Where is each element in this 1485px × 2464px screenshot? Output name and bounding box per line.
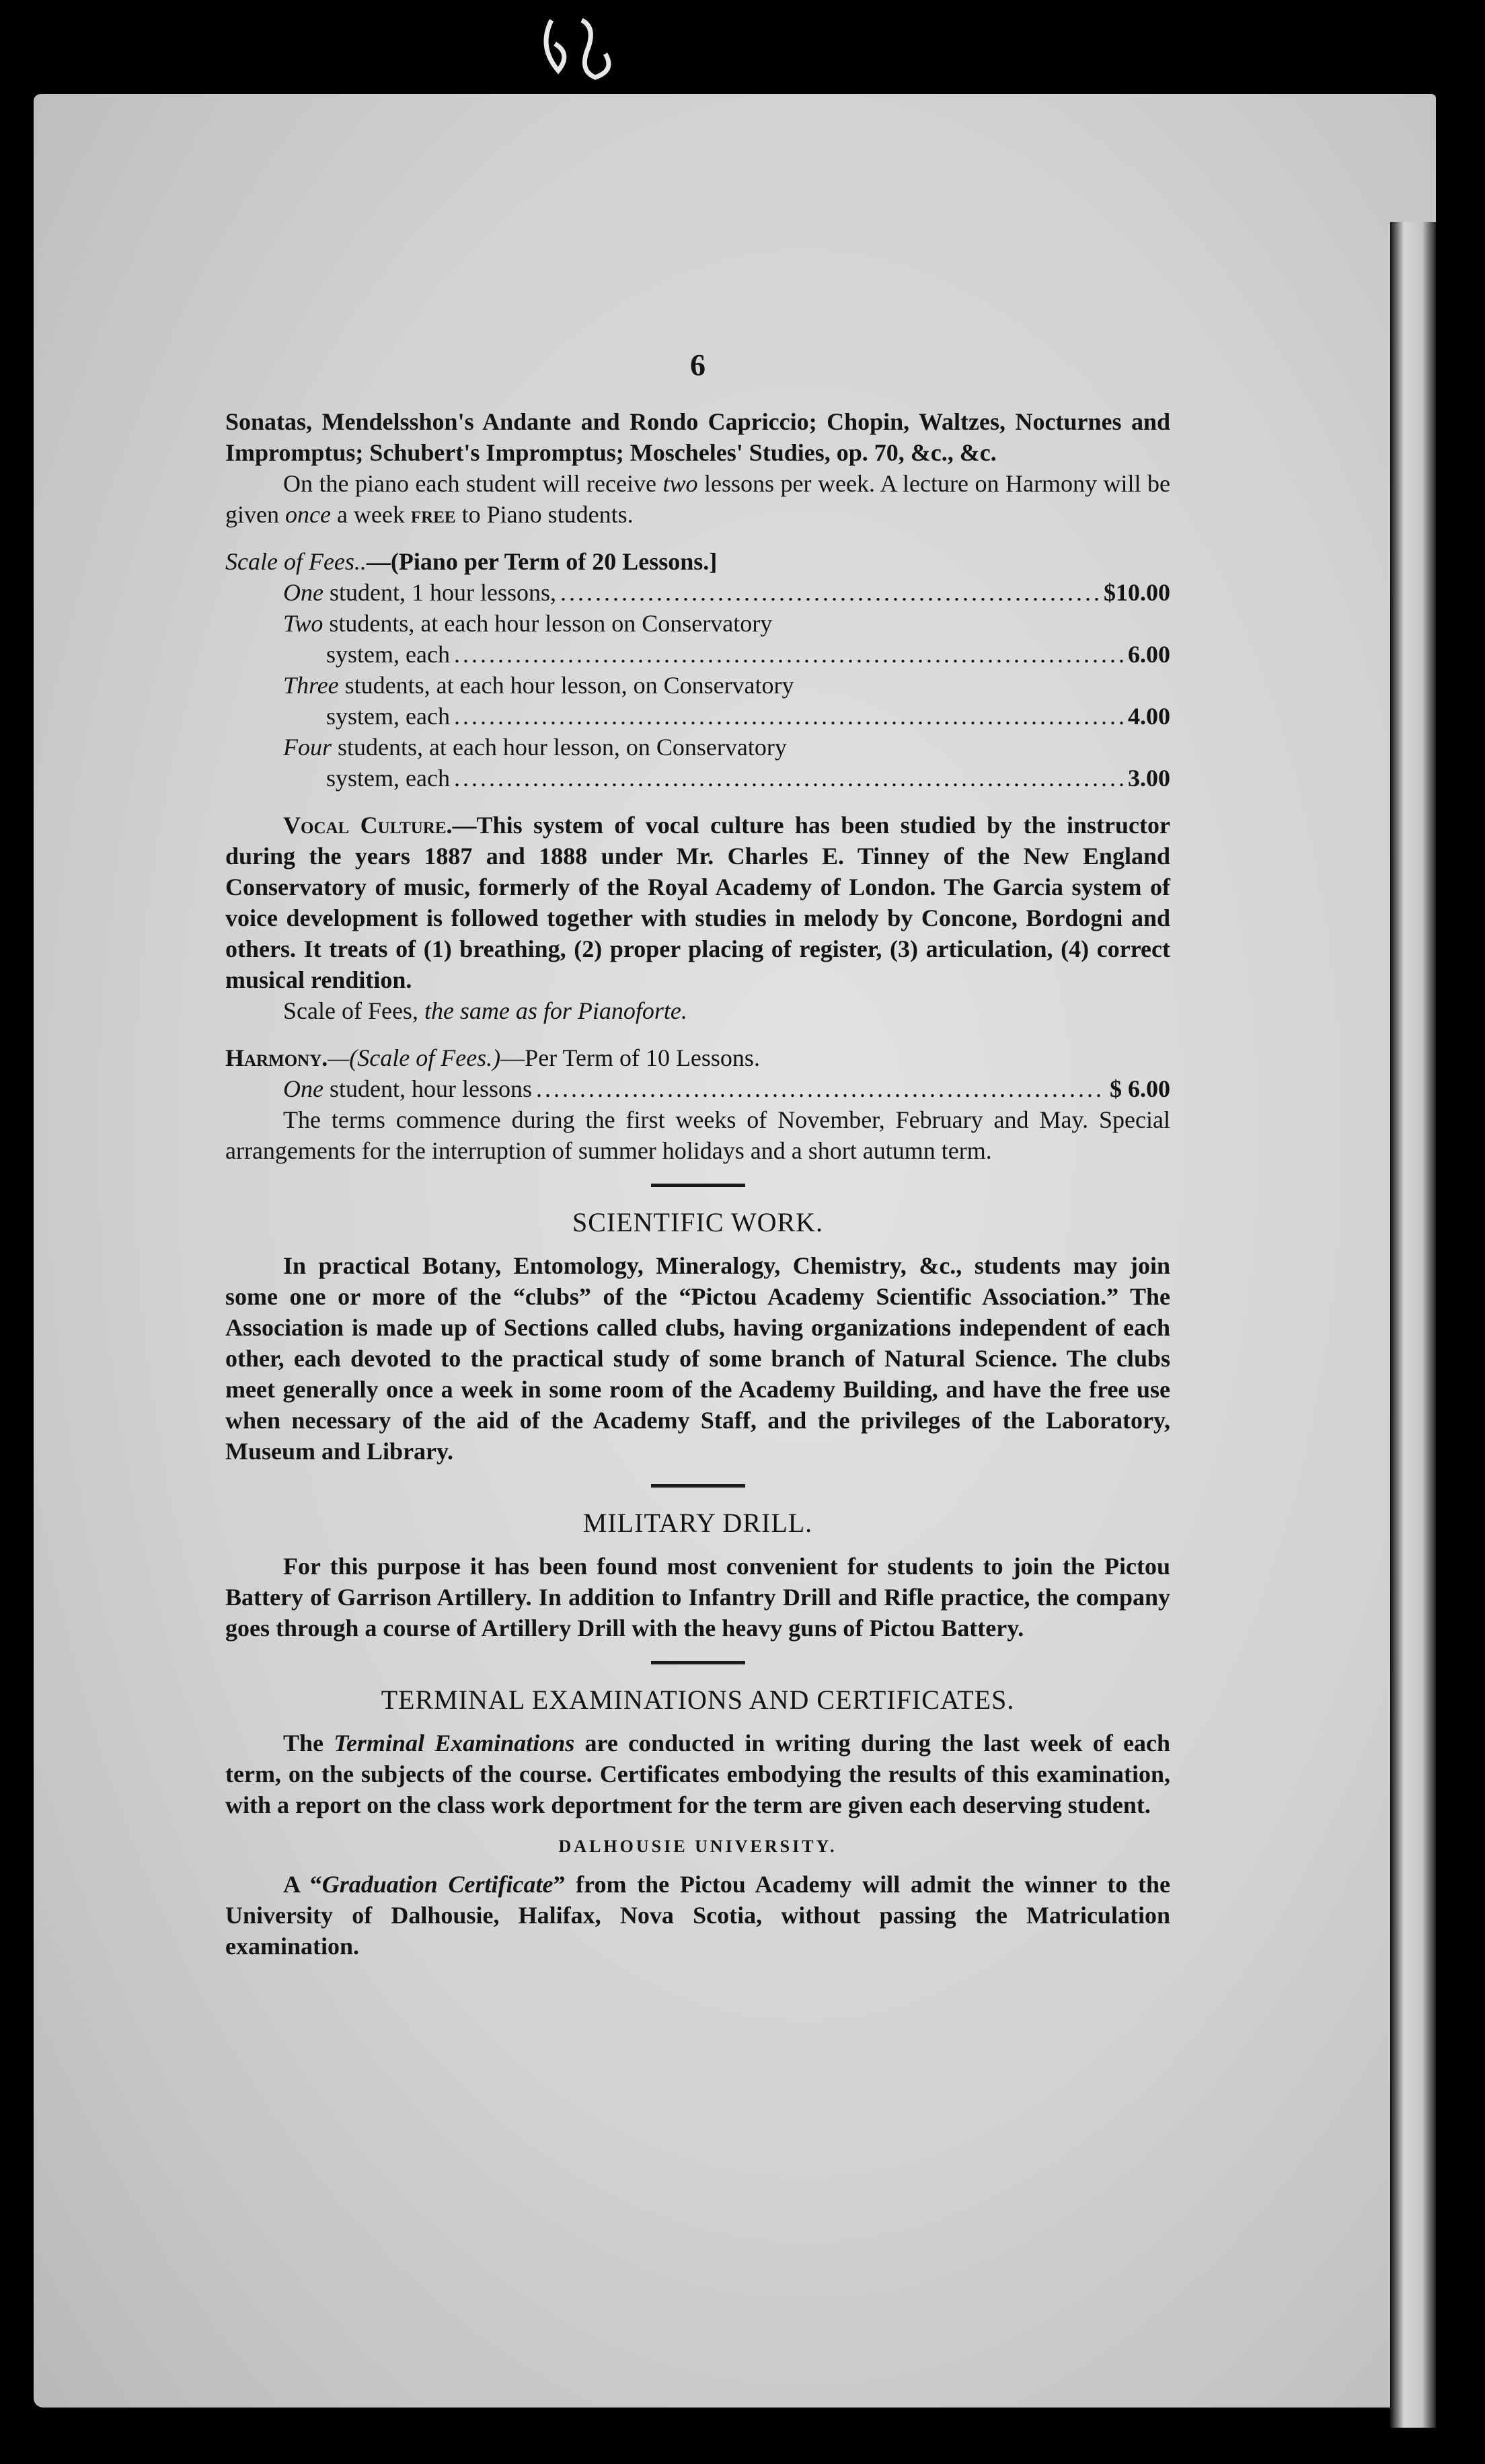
fee-row-desc: student, hour lessons bbox=[323, 1075, 532, 1102]
section-divider bbox=[651, 1484, 745, 1488]
scientific-work-paragraph: In practical Botany, Entomology, Mineralogy, Chemistry, &c., students may join some one or more of the “clubs” of the “Pictou Academy Scientific Association.” The Association is made up of Sections called clubs, having organizations independent of each other, each devoted to the practical study of some branch of Natural Science. The clubs meet generally once a week in some room of the Academy Building, and have the free use when necessary of the aid of the Academy Staff, and the privileges of the Laboratory, Museum and Library. bbox=[225, 1252, 1170, 1465]
fee-row-lead: One bbox=[283, 1075, 323, 1102]
dalhousie-text: ” from the Pictou Academy will admit the winner to the University of Dalhousie, Halifax, Nova Scotia, without passing the Matriculation examination. bbox=[225, 1871, 1170, 1960]
harmony-label: Harmony. bbox=[225, 1044, 328, 1071]
fee-row bbox=[225, 701, 1170, 732]
fee-row-lead: One bbox=[283, 579, 323, 606]
terminal-exams-paragraph bbox=[225, 1728, 1170, 1820]
fee-row-amount: $10.00 bbox=[1104, 579, 1170, 606]
fee-row bbox=[225, 763, 1170, 794]
page-number: 6 bbox=[690, 348, 706, 382]
dalhousie-text: A “ bbox=[283, 1871, 322, 1898]
terminal-exams-heading: TERMINAL EXAMINATIONS AND CERTIFICATES. bbox=[381, 1685, 1015, 1715]
fee-row bbox=[225, 732, 1170, 763]
dot-leader bbox=[454, 763, 1124, 794]
terms-paragraph: The terms commence during the first weeks of November, February and May. Special arrangements for the interruption of summer holidays and a short autumn term. bbox=[225, 1106, 1170, 1164]
piano-lessons-text: lessons per week. A lecture on Harmony will be given bbox=[225, 470, 1170, 528]
fee-row bbox=[225, 608, 1170, 639]
fee-row bbox=[225, 577, 1170, 608]
military-drill-paragraph: For this purpose it has been found most convenient for students to join the Pictou Battery of Garrison Artillery. In addition to Infantry Drill and Rifle practice, the company goes through a course of Artillery Drill with the heavy guns of Pictou Battery. bbox=[225, 1553, 1170, 1642]
military-drill-heading: MILITARY DRILL. bbox=[582, 1508, 813, 1538]
dot-leader bbox=[454, 639, 1124, 670]
fee-row-desc: students, at each hour lesson, on Conservatory bbox=[332, 734, 787, 761]
terminal-exams-italic: Terminal Examinations bbox=[334, 1730, 575, 1757]
piano-lessons-free: free bbox=[410, 501, 456, 528]
harmony-fee-row bbox=[225, 1073, 1170, 1104]
harmony-heading bbox=[225, 1042, 1170, 1073]
dalhousie-italic: Graduation Certificate bbox=[321, 1871, 554, 1898]
fee-row-desc: system, each bbox=[326, 703, 450, 730]
fee-row-lead: Two bbox=[283, 610, 323, 637]
dot-leader bbox=[536, 1073, 1106, 1104]
handwritten-mark bbox=[531, 7, 625, 87]
terminal-exams-text: The bbox=[283, 1730, 334, 1757]
fee-row-desc: students, at each hour lesson on Conservatory bbox=[323, 610, 773, 637]
fees-heading-rest: —(Piano per Term of 20 Lessons.] bbox=[366, 548, 718, 575]
page-content bbox=[225, 350, 1170, 1962]
scientific-work-heading: SCIENTIFIC WORK. bbox=[572, 1207, 824, 1237]
piano-lessons-text: On the piano each student will receive bbox=[283, 470, 663, 497]
fee-row-amount: 3.00 bbox=[1128, 765, 1170, 792]
fee-row-desc: student, 1 hour lessons, bbox=[323, 579, 556, 606]
vocal-culture-label: Vocal Culture. bbox=[283, 812, 453, 839]
music-continuation: Sonatas, Mendelsshon's Andante and Rondo Capriccio; Chopin, Waltzes, Nocturnes and Impromptus; Schubert's Impromptus; Moscheles' Studies, op. 70, &c., &c. bbox=[225, 408, 1170, 466]
piano-lessons-emphasis: two bbox=[662, 470, 698, 497]
dalhousie-heading: DALHOUSIE UNIVERSITY. bbox=[558, 1837, 837, 1856]
vocal-fees-text: Scale of Fees, bbox=[283, 997, 424, 1024]
vocal-fees-italic: the same as for Pianoforte. bbox=[424, 997, 687, 1024]
piano-fee-table bbox=[225, 577, 1170, 794]
vocal-culture-paragraph bbox=[225, 810, 1170, 995]
fee-row-desc: students, at each hour lesson, on Conservatory bbox=[338, 672, 794, 699]
piano-lessons-paragraph bbox=[225, 468, 1170, 530]
dalhousie-paragraph bbox=[225, 1869, 1170, 1962]
fee-row-desc: system, each bbox=[326, 641, 450, 668]
section-divider bbox=[651, 1661, 745, 1664]
fee-row-desc: system, each bbox=[326, 765, 450, 792]
fee-row-lead: Three bbox=[283, 672, 339, 699]
fee-row-amount: 6.00 bbox=[1128, 641, 1170, 668]
dot-leader bbox=[454, 701, 1124, 732]
piano-lessons-text: to Piano students. bbox=[455, 501, 634, 528]
harmony-scale: —(Scale of Fees.) bbox=[328, 1044, 501, 1071]
section-divider bbox=[651, 1184, 745, 1187]
fee-row-amount: $ 6.00 bbox=[1110, 1075, 1170, 1102]
fee-row bbox=[225, 670, 1170, 701]
harmony-term: —Per Term of 10 Lessons. bbox=[500, 1044, 760, 1071]
vocal-culture-text: —This system of vocal culture has been studied by the instructor during the years 1887 and 1888 under Mr. Charles E. Tinney of the New England Conservatory of music, formerly of the Royal Academy of London. The Garcia system of voice development is followed together with studies in melody by Concone, Bordogni and others. It treats of (1) breathing, (2) proper placing of register, (3) articulation, (4) correct musical rendition. bbox=[225, 812, 1170, 993]
fee-row bbox=[225, 639, 1170, 670]
vocal-fees-line bbox=[225, 995, 1170, 1026]
fee-row-lead: Four bbox=[283, 734, 332, 761]
page-edge bbox=[1390, 222, 1436, 2428]
piano-lessons-text: a week bbox=[330, 501, 411, 528]
piano-fees-heading bbox=[225, 546, 1170, 577]
fee-row-amount: 4.00 bbox=[1128, 703, 1170, 730]
piano-lessons-emphasis: once bbox=[284, 501, 331, 528]
fees-heading-italic: Scale of Fees.. bbox=[225, 548, 367, 575]
dot-leader bbox=[560, 577, 1100, 608]
terminal-exams-text: are conducted in writing during the last week of each term, on the subjects of the course. Certificates embodying the results of this examination, with a report on the class work deportment for the term are given each deserving student. bbox=[225, 1730, 1170, 1818]
